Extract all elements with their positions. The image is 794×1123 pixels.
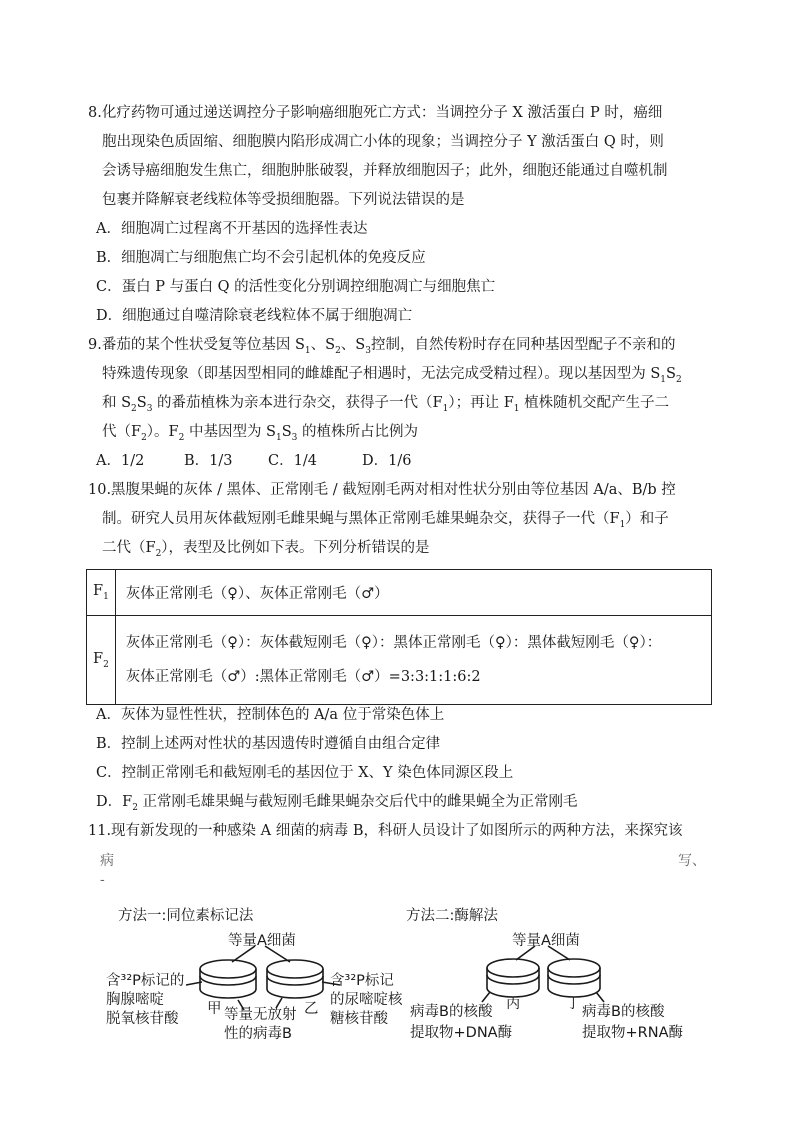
method-two-title: 方法二:酶解法 [406,908,498,924]
q10-option-b: B．控制上述两对性状的基因遗传时遵循自由组合定律 [96,736,441,752]
f2-line-2: 灰体正常刚毛（♂）:黑体正常刚毛（♂）=3:3:1:1:6:2 [125,669,481,685]
method-one-title: 方法一:同位素标记法 [118,908,254,924]
q9-option-b: B．1/3 [184,453,233,469]
f1-phenotypes: 灰体正常刚毛（♀）、灰体正常刚毛（♂） [115,570,711,616]
q8-stem-line-3: 会诱导癌细胞发生焦亡，细胞肿胀破裂，并释放细胞因子；此外，细胞还能通过自噬机制 [102,163,668,179]
label-bing: 丙 [506,996,521,1012]
m2-right-label: 病毒B的核酸 提取物+RNA酶 [582,1004,683,1041]
leader-left-bing [482,992,490,1002]
q9-option-c: C．1/4 [268,453,317,469]
m2-left-label: 病毒B的核酸 提取物+DNA酶 [410,1004,513,1041]
q8-option-c: C．蛋白 P 与蛋白 Q 的活性变化分别调控细胞凋亡与细胞焦亡 [96,279,496,295]
m1-right-label: 含³²P标记 的尿嘧啶核 糖核苷酸 [330,973,403,1027]
q11-cutoff-right: 写、 [678,853,706,869]
f2-label: $F_2$ [87,616,116,705]
dish-jia [200,960,256,998]
q9-stem-line-4: 代$(F_2)$。$F_2$ 中基因型为 $S_1S_3$ 的植株所占比例为 [102,424,419,443]
q8-option-b: B．细胞凋亡与细胞焦亡均不会引起机体的免疫反应 [96,250,426,266]
q11-cutoff-left: 病 [100,853,114,869]
label-jia: 甲 [207,1001,222,1017]
q10-option-d: D．$F_2$ 正常刚毛雄果蝇与截短刚毛雌果蝇杂交后代中的雌果蝇全为正常刚毛 [96,794,578,813]
q10-stem-line-1: 10.黑腹果蝇的灰体 / 黑体、正常刚毛 / 截短刚毛两对相对性状分别由等位基因 A/a、B/b 控 [88,482,676,498]
m2-bacteria-label: 等量A细菌 [512,933,580,949]
m1-bacteria-label: 等量A细菌 [228,933,296,949]
q9-option-d: D．1/6 [362,453,412,469]
q10-option-a: A．灰体为显性性状，控制体色的 A/a 位于常染色体上 [96,707,445,723]
label-yi: 乙 [304,1001,319,1017]
f1-label: $F_1$ [87,570,116,616]
q8-stem-line-1: 8.化疗药物可通过递送调控分子影响癌细胞死亡方式：当调控分子 X 激活蛋白 P 时，癌细 [88,105,663,121]
q9-stem-line-2: 特殊遗传现象（即基因型相同的雌雄配子相遇时，无法完成受精过程）。现以基因型为 $S_1S_2$ [102,366,682,385]
q9-stem-line-3: 和 $S_2S_3$ 的番茄植株为亲本进行杂交，获得子一代$(F_1)$；再让 $F_1$ 植株随机交配产生子二 [102,395,670,414]
q9-option-a: A．1/2 [96,453,145,469]
q10-option-c: C．控制正常刚毛和截短刚毛的基因位于 X、Y 染色体同源区段上 [96,765,514,781]
label-ding: 丁 [566,996,581,1012]
f2-line-1: 灰体正常刚毛（♀）：灰体截短刚毛（♀）：黑体正常刚毛（♀）：黑体截短刚毛（♀）： [125,635,662,651]
q8-stem-line-4: 包裹并降解衰老线粒体等受损细胞器。下列说法错误的是 [102,192,465,208]
q11-stem-line-1: 11.现有新发现的一种感染 A 细菌的病毒 B，科研人员设计了如图所示的两种方法，来探究该 [88,823,683,839]
q10-stem-line-3: 二代$(F_2)$，表型及比例如下表。下列分析错误的是 [102,540,430,559]
dish-yi [267,960,323,998]
q11-cutoff-left-2: - [100,872,105,888]
m1-virus-label: 等量无放射 性的病毒B [224,1007,297,1042]
leader-right-ding [596,992,604,1002]
q8-option-d: D．细胞通过自噬清除衰老线粒体不属于细胞凋亡 [96,308,413,324]
q10-stem-line-2: 制。研究人员用灰体截短刚毛雌果蝇与黑体正常刚毛雄果蝇杂交，获得子一代$(F_1)$和子 [102,511,669,530]
q9-stem-line-1: 9.番茄的某个性状受复等位基因 $S_1$、$S_2$、$S_3$控制，自然传粉时存在同种基因型配子不亲和的 [88,337,676,356]
m1-left-label: 含³²P标记的 胸腺嘧啶 脱氧核苷酸 [106,973,185,1027]
q8-option-a: A．细胞凋亡过程离不开基因的选择性表达 [96,221,368,237]
q8-stem-line-2: 胞出现染色质固缩、细胞膜内陷形成凋亡小体的现象；当调控分子 Y 激活蛋白 Q 时，则 [102,134,664,150]
